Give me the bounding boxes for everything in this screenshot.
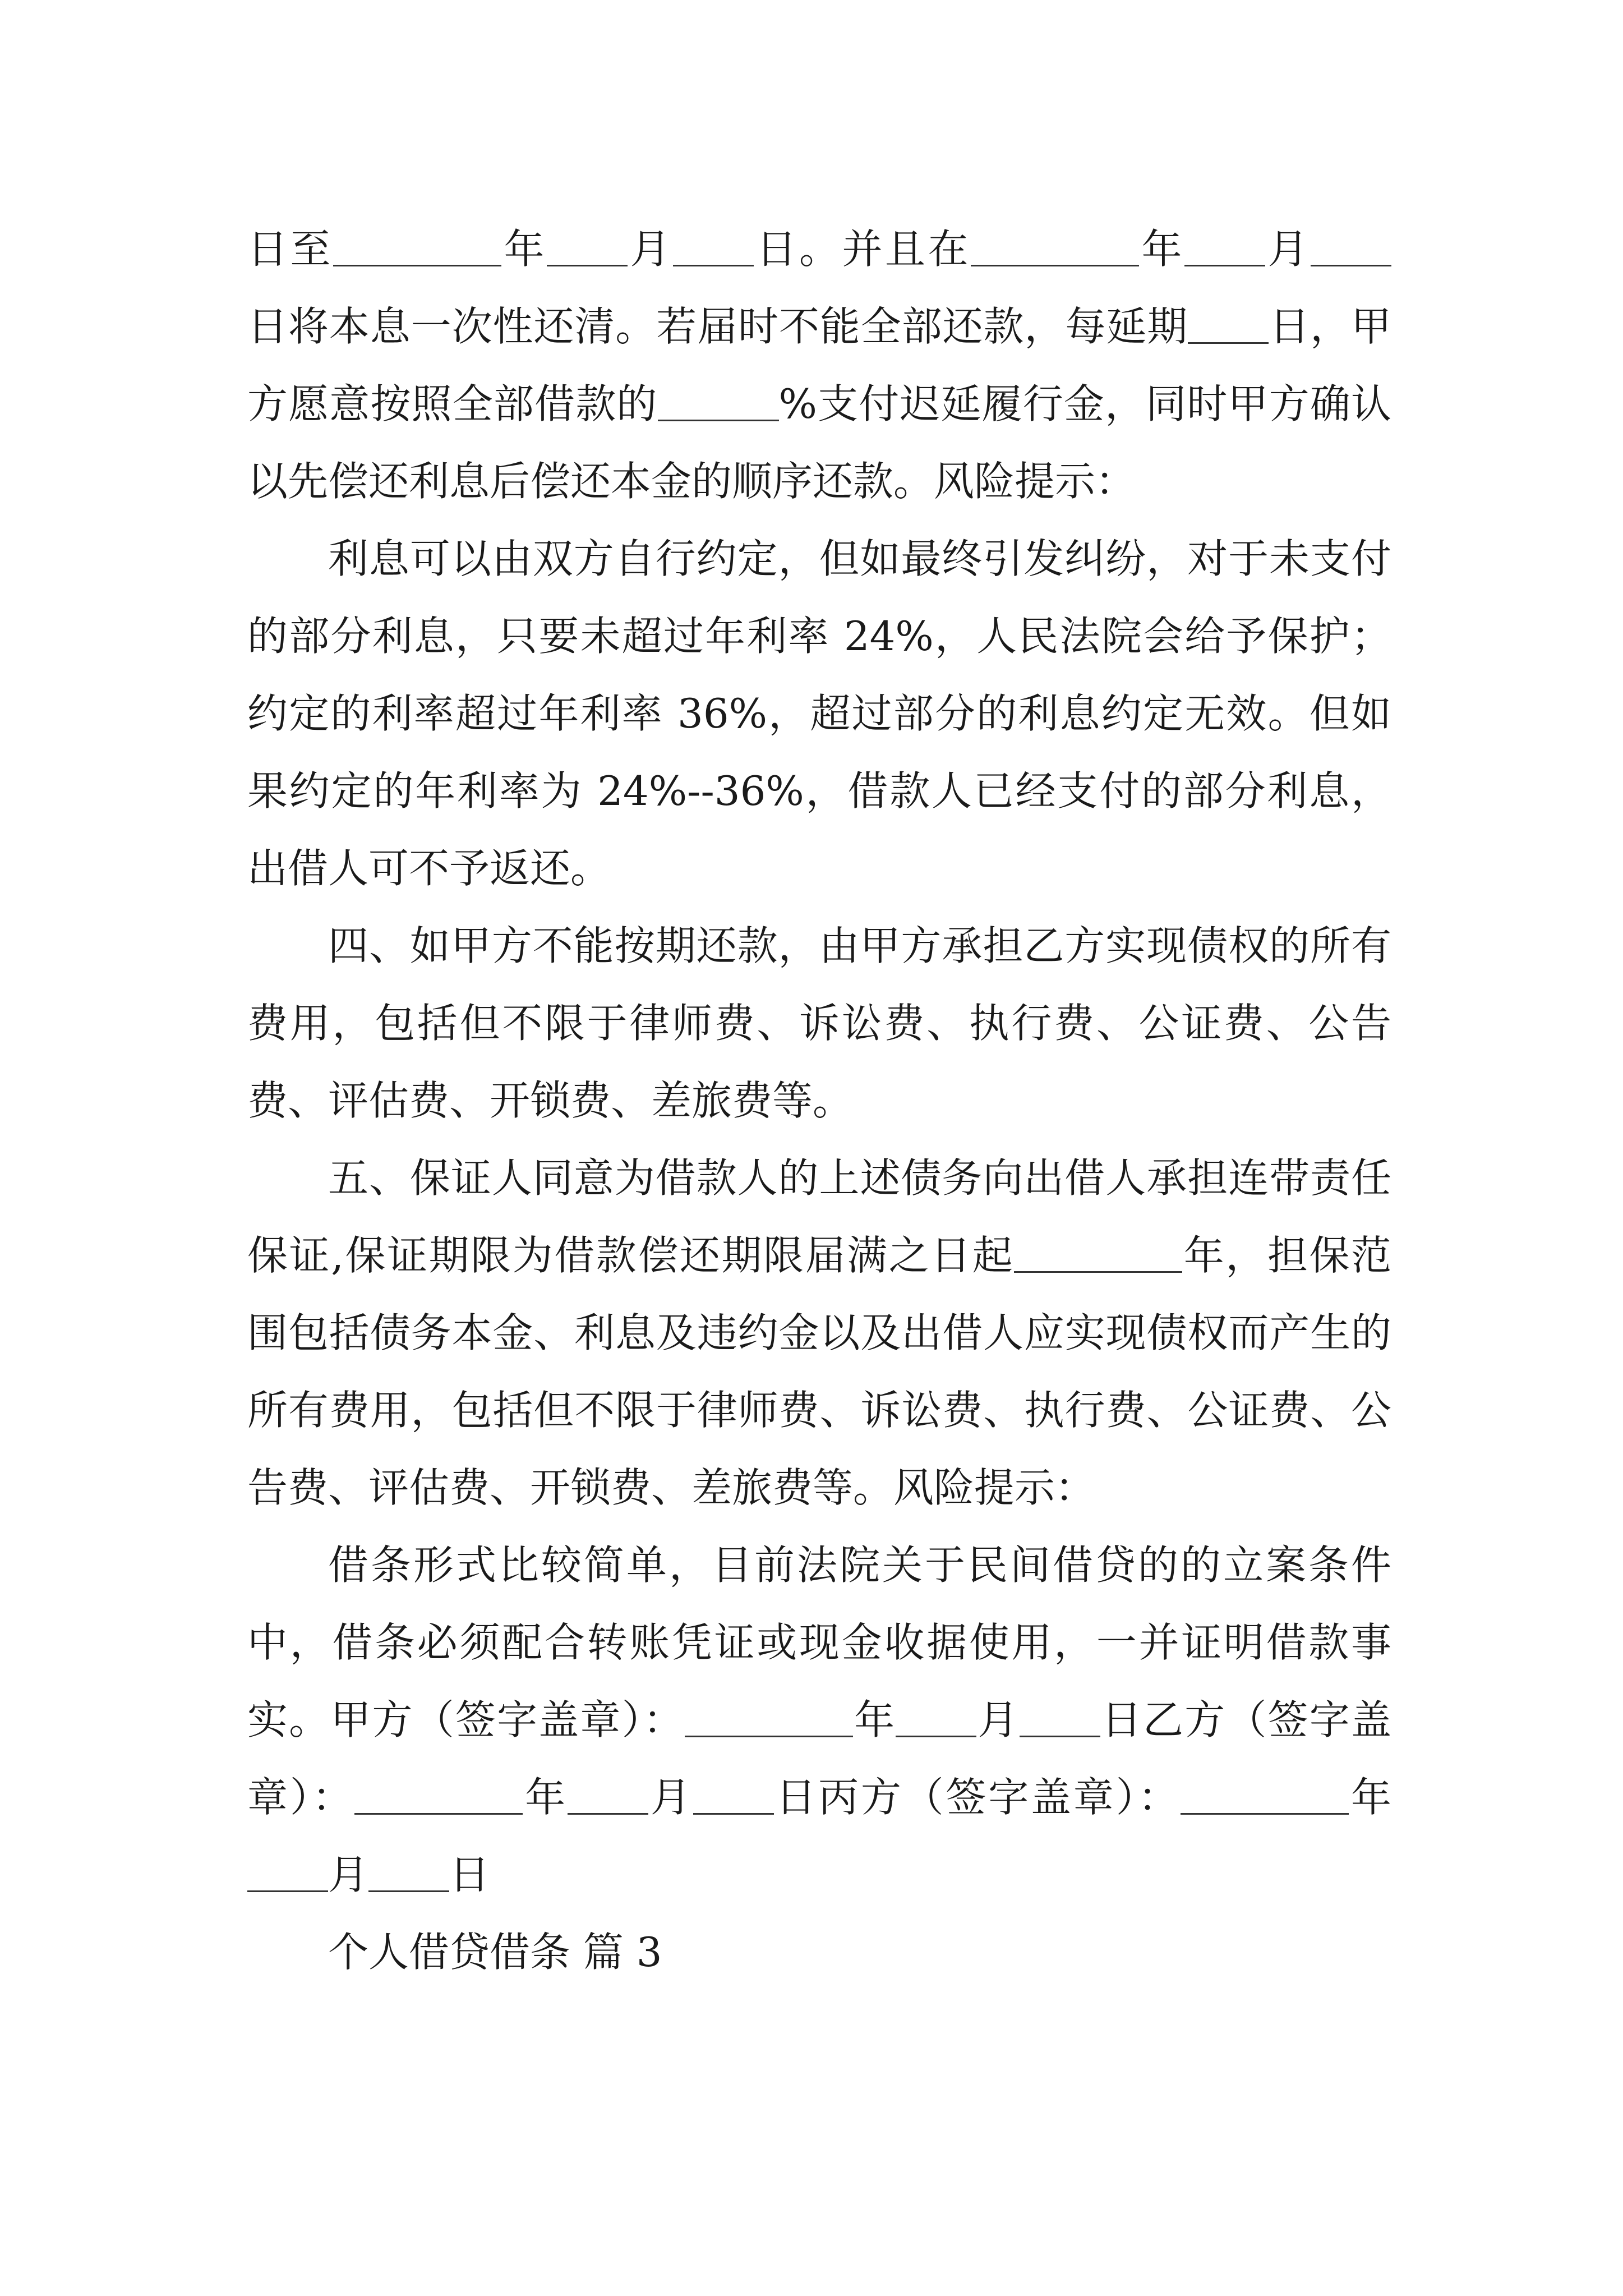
blank-line [673, 224, 754, 266]
paragraph-clause-four: 四、如甲方不能按期还款，由甲方承担乙方实现债权的所有费用，包括但不限于律师费、诉讼费、执行费、公证费、公告费、评估费、开锁费、差旅费等。 [247, 922, 1391, 1124]
blank-line [568, 1773, 648, 1815]
text-segment: 五、保证人同意为借款人的上述债务向出借人承担连带责任保证,保证期限为借款偿还期限届满之日起 [247, 1154, 1391, 1279]
paragraph-repayment-terms [247, 210, 1391, 520]
paragraph-signatures [247, 1526, 1391, 1913]
blank-line [354, 1773, 523, 1815]
text-segment: 年 [852, 1696, 896, 1743]
blank-line [1184, 224, 1265, 266]
text-segment: 月 [628, 226, 673, 273]
blank-line [658, 379, 779, 421]
text-segment: 日 [449, 1851, 490, 1898]
blank-line [1188, 302, 1269, 344]
text-segment: 借条形式比较简单，目前法院关于民间借贷的的立案条件中，借条必须配合转账凭证或现金收据使用，一并证明借款事实。甲方（签字盖章）： [247, 1542, 1391, 1743]
blank-line [971, 224, 1139, 266]
blank-line [247, 1850, 328, 1892]
text-segment: 日丙方（签字盖章）： [773, 1774, 1181, 1821]
text-segment: 日。并且在 [754, 226, 971, 273]
text-segment: 年，担保范围包括债务本金、利息及违约金以及出借人应实现债权而产生的所有费用，包括但不限于律师费、诉讼费、执行费、公证费、公告费、评估费、开锁费、差旅费等。风险提示： [247, 1232, 1391, 1511]
text-segment: 月 [328, 1851, 369, 1898]
text-segment: 月 [976, 1696, 1020, 1743]
text-segment: 日乙方（签字盖章）： [247, 1696, 1391, 1821]
blank-line [693, 1773, 774, 1815]
text-segment: 月 [648, 1774, 693, 1821]
blank-line [685, 1695, 853, 1737]
blank-line [1020, 1695, 1100, 1737]
text-segment: 年 [501, 226, 547, 273]
section-heading: 个人借贷借条 篇 3 [328, 1929, 662, 1976]
blank-line [333, 224, 501, 266]
blank-line [1311, 224, 1391, 266]
text-segment: 日将本息一次性还清。若届时不能全部还款，每延期 [247, 303, 1188, 350]
blank-line [896, 1695, 976, 1737]
text-segment: 年 [1138, 226, 1184, 273]
blank-line [368, 1850, 449, 1892]
paragraph-interest-risk: 利息可以由双方自行约定，但如最终引发纠纷，对于未支付的部分利息，只要未超过年利率 24%，人民法院会给予保护；约定的利率超过年利率 36%，超过部分的利息约定无效。但如果约定的年利率为 24%--36%，借款人已经支付的部分利息，出借人可不予返还。 [247, 535, 1391, 892]
text-segment: 年 [1349, 1774, 1391, 1821]
text-segment: 日，甲方愿意按照全部借款的 [247, 303, 1391, 427]
text-segment: 日至 [247, 226, 333, 273]
paragraph-clause-five [247, 1139, 1391, 1526]
text-segment: %支付迟延履行金，同时甲方确认以先偿还利息后偿还本金的顺序还款。风险提示： [247, 380, 1391, 505]
text-segment: 月 [1265, 226, 1311, 273]
blank-line [547, 224, 628, 266]
blank-line [1014, 1231, 1182, 1273]
text-segment: 年 [523, 1774, 568, 1821]
document-body [247, 210, 1391, 1991]
blank-line [1181, 1773, 1349, 1815]
